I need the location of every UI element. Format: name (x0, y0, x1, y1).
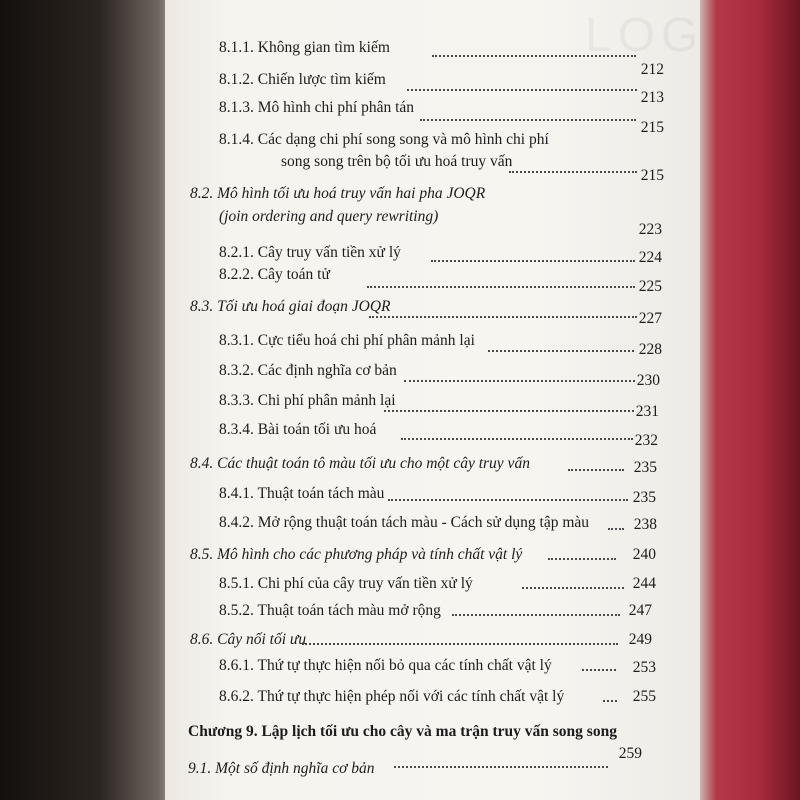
toc-page-number: 227 (638, 310, 662, 327)
toc-leader-dots (568, 469, 624, 471)
toc-leader-dots (452, 614, 620, 616)
toc-page-number: 253 (632, 659, 656, 676)
toc-entry-label: 8.6. Cây nối tối ưu (190, 631, 307, 648)
toc-leader-dots (522, 587, 624, 589)
toc-page-number: 213 (640, 89, 664, 106)
toc-entry-label: 8.3.1. Cực tiểu hoá chi phí phân mảnh lại (219, 332, 475, 349)
toc-entry (0, 332, 800, 358)
toc-entry-label: 9.1. Một số định nghĩa cơ bản (188, 760, 375, 777)
toc-entry (0, 99, 800, 136)
toc-entry (0, 485, 800, 511)
toc-entry-label: 8.3.2. Các định nghĩa cơ bản (219, 362, 397, 379)
toc-page-number: 235 (632, 489, 656, 506)
toc-entry (0, 67, 800, 106)
toc-section-entry (0, 546, 800, 572)
toc-leader-dots (420, 119, 636, 121)
toc-section-entry (0, 185, 800, 245)
toc-entry-label: 8.1.4. Các dạng chi phí song song và mô hình chi phí (219, 131, 549, 148)
toc-page-number: 215 (640, 167, 664, 184)
toc-page-number: 228 (638, 341, 662, 358)
toc-entry (0, 362, 800, 388)
toc-entry-label: 8.6.1. Thứ tự thực hiện nối bỏ qua các tính chất vật lý (219, 657, 552, 674)
toc-leader-dots (582, 669, 616, 671)
toc-leader-dots (488, 350, 634, 352)
toc-page-number: 230 (636, 372, 660, 389)
toc-entry (0, 688, 800, 714)
toc-entry (0, 39, 800, 78)
toc-entry-continuation: song song trên bộ tối ưu hoá truy vấn (281, 153, 513, 170)
toc-entry (0, 421, 800, 447)
toc-page-number: 240 (632, 546, 656, 563)
toc-entry (0, 575, 800, 601)
toc-entry-label: 8.4.2. Mở rộng thuật toán tách màu - Cách sử dụng tập màu (219, 514, 590, 531)
toc-entry (0, 657, 800, 683)
toc-entry-label: 8.1.2. Chiến lược tìm kiếm (219, 71, 386, 88)
toc-entry-label: 8.2.1. Cây truy vấn tiền xử lý (219, 244, 401, 261)
toc-page-number: 225 (638, 278, 662, 295)
toc-leader-dots (401, 438, 633, 440)
toc-page-number: 255 (632, 688, 656, 705)
toc-entry-label: 8.5.1. Chi phí của cây truy vấn tiền xử lý (219, 575, 473, 592)
toc-entry-label: 8.4. Các thuật toán tô màu tối ưu cho một cây truy vấn (190, 455, 530, 472)
toc-leader-dots (394, 766, 608, 768)
toc-section-entry (0, 631, 800, 657)
toc-leader-dots (369, 316, 637, 318)
toc-page-number: 215 (640, 119, 664, 136)
toc-leader-dots (431, 260, 635, 262)
toc-page-number: 224 (638, 249, 662, 266)
toc-entry-label: 8.1.1. Không gian tìm kiếm (219, 39, 390, 56)
toc-page-number: 247 (628, 602, 652, 619)
toc-entry (0, 514, 800, 540)
toc-entry-label: 8.2. Mô hình tối ưu hoá truy vấn hai pha JOQR (190, 185, 486, 202)
toc-entry-label: 8.1.3. Mô hình chi phí phân tán (219, 99, 415, 116)
toc-leader-dots (302, 643, 618, 645)
toc-leader-dots (548, 558, 616, 560)
toc-entry (0, 266, 800, 295)
toc-page-number: 231 (635, 403, 659, 420)
toc-leader-dots (432, 55, 636, 57)
toc-entry-label: 8.6.2. Thứ tự thực hiện phép nối với các tính chất vật lý (219, 688, 565, 705)
toc-leader-dots (388, 499, 628, 501)
toc-entry-label: 8.4.1. Thuật toán tách màu (219, 485, 385, 502)
toc-chapter-title: Chương 9. Lập lịch tối ưu cho cây và ma trận truy vấn song song (188, 723, 617, 740)
toc-page-number: 235 (633, 459, 657, 476)
toc-page-number: 249 (628, 631, 652, 648)
toc-page-number: 223 (638, 221, 662, 238)
toc-leader-dots (509, 171, 637, 173)
toc-entry-label: 8.2.2. Cây toán tử (219, 266, 330, 283)
toc-leader-dots (367, 286, 635, 288)
toc-page-number: 212 (640, 61, 664, 78)
toc-entry-label: 8.3.3. Chi phí phân mảnh lại (219, 392, 396, 409)
toc-entry (0, 602, 800, 628)
toc-section-entry (0, 455, 800, 481)
toc-page-number: 259 (618, 745, 642, 762)
toc-entry-label: 8.3. Tối ưu hoá giai đoạn JOQR (190, 298, 391, 315)
toc-entry-label: 8.5. Mô hình cho các phương pháp và tính chất vật lý (190, 546, 523, 563)
toc-page-number: 232 (634, 432, 658, 449)
toc-entry-label: 8.3.4. Bài toán tối ưu hoá (219, 421, 377, 438)
toc-entry (0, 131, 800, 191)
toc-entry-label: 8.5.2. Thuật toán tách màu mở rộng (219, 602, 441, 619)
toc-leader-dots (603, 700, 617, 702)
toc-leader-dots (404, 380, 635, 382)
toc-page-number: 238 (633, 516, 657, 533)
toc-entry (0, 392, 800, 418)
toc-section-entry (0, 760, 800, 786)
toc-leader-dots (407, 89, 637, 91)
toc-entry-continuation: (join ordering and query rewriting) (219, 208, 439, 225)
toc-leader-dots (384, 410, 634, 412)
toc-section-entry (0, 298, 800, 327)
toc-page-number: 244 (632, 575, 656, 592)
